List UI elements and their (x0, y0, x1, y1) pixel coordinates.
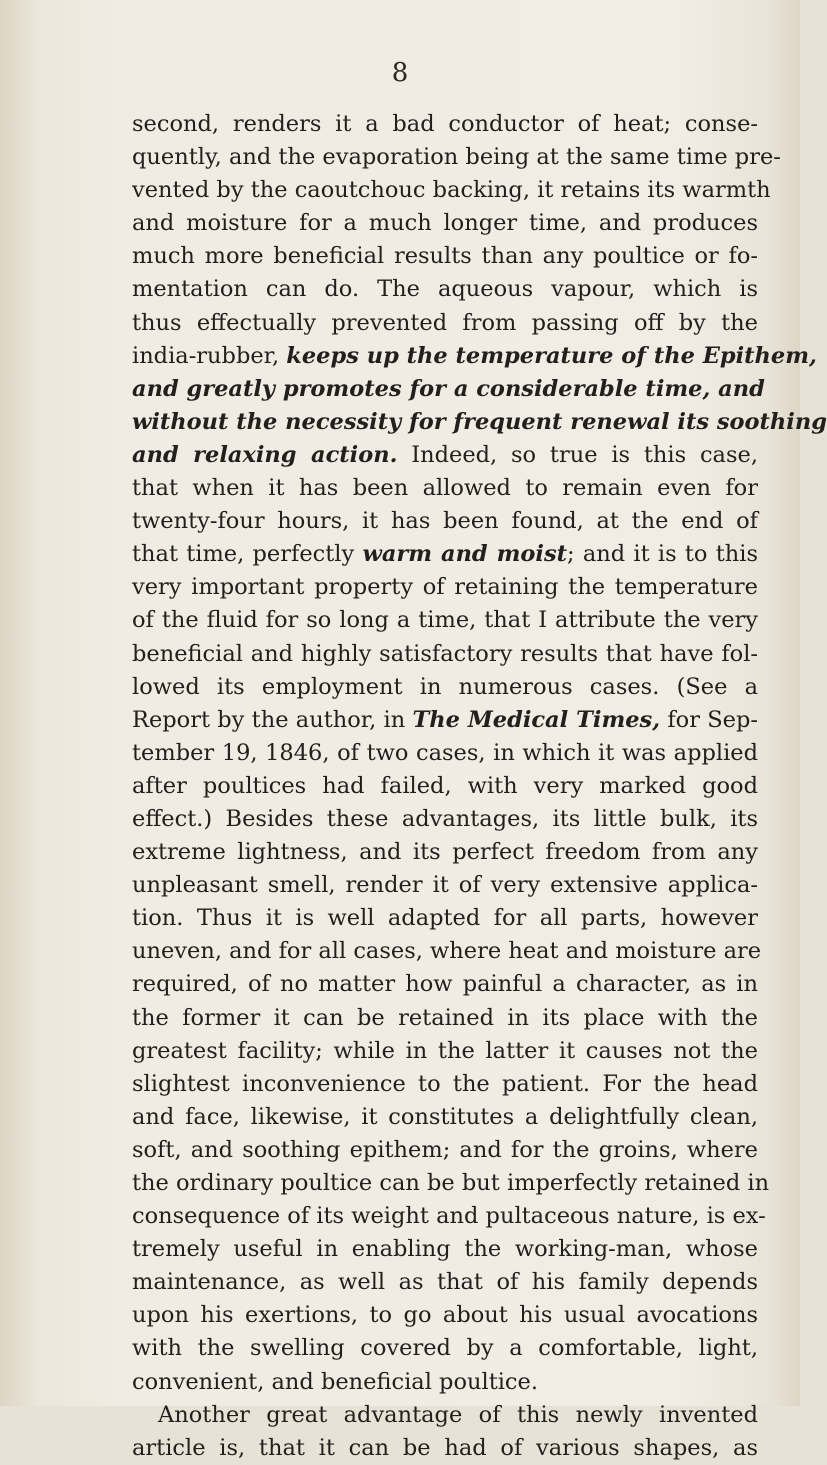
italic-phrase: keeps up the temperature of the Epithem, (286, 342, 817, 369)
italic-phrase: warm and moist (362, 541, 568, 568)
text-line-7: thus effectually prevented from passing off by the (132, 309, 758, 336)
text-line-40: Another great advantage of this newly invented (158, 1401, 758, 1428)
text-line-34: consequence of its weight and pultaceous nature, is ex- (132, 1203, 766, 1230)
body-text (132, 108, 827, 1465)
text-line-20: tember 19, 1846, of two cases, in which it was applied (132, 739, 758, 766)
text-line-41: article is, that it can be had of various shapes, as (132, 1434, 758, 1461)
text-line-17: beneficial and highly satisfactory results that have fol- (132, 640, 758, 667)
text-line-5: much more beneficial results than any poultice or fo- (132, 243, 758, 270)
text-line-22: effect.) Besides these advantages, its little bulk, its (132, 805, 758, 832)
text-line-24: unpleasant smell, render it of very extensive applica- (132, 872, 758, 899)
text-line-16: of the fluid for so long a time, that I attribute the very (132, 607, 758, 634)
text-segment: Report by the author, in (132, 706, 406, 733)
text-line-3: vented by the caoutchouc backing, it retains its warmth (132, 177, 771, 204)
text-line-23: extreme lightness, and its perfect freedom from any (132, 839, 758, 866)
text-segment: Indeed, so true is this case, (411, 441, 758, 468)
text-line-8 (132, 340, 817, 373)
text-segment: india-rubber, (132, 342, 280, 369)
text-line-28: the former it can be retained in its place with the (132, 1004, 758, 1031)
text-line-31: and face, likewise, it constitutes a delightfully clean, (132, 1103, 758, 1130)
text-segment: that time, perfectly (132, 541, 355, 568)
italic-line-1: and greatly promotes for a considerable time, and (132, 375, 765, 402)
text-line-33: the ordinary poultice can be but imperfectly retained in (132, 1170, 770, 1196)
text-line-12: that when it has been allowed to remain even for (132, 475, 758, 502)
page-number: 8 (391, 58, 409, 88)
text-line-1: second, renders it a bad conductor of heat; conse- (132, 111, 758, 137)
italic-phrase: and relaxing action. (132, 441, 398, 468)
text-line-36: maintenance, as well as that of his family depends (132, 1269, 758, 1296)
text-line-39: convenient, and beneficial poultice. (132, 1368, 538, 1395)
text-line-19 (132, 704, 758, 737)
italic-line-2: without the necessity for frequent renewal its soothing (132, 408, 827, 435)
text-line-38: with the swelling covered by a comfortable, light, (132, 1335, 758, 1362)
text-line-35: tremely useful in enabling the working-man, whose (132, 1236, 758, 1263)
text-line-11 (132, 439, 758, 472)
text-line-32: soft, and soothing epithem; and for the groins, where (132, 1136, 758, 1163)
text-line-25: tion. Thus it is well adapted for all parts, however (132, 905, 758, 932)
text-line-18: lowed its employment in numerous cases. (See a (132, 673, 758, 700)
text-line-2: quently, and the evaporation being at the same time pre- (132, 144, 781, 171)
text-line-37: upon his exertions, to go about his usual avocations (132, 1302, 758, 1329)
text-segment: ; and it is to this (567, 541, 758, 568)
text-line-14 (132, 538, 758, 571)
text-line-6: mentation can do. The aqueous vapour, which is (132, 276, 758, 303)
text-line-13: twenty-four hours, it has been found, at the end of (132, 508, 758, 535)
text-line-30: slightest inconvenience to the patient. For the head (132, 1070, 758, 1097)
text-segment: for Sep- (667, 706, 758, 733)
italic-phrase: The Medical Times, (412, 706, 661, 733)
text-line-27: required, of no matter how painful a character, as in (132, 971, 758, 998)
text-line-29: greatest facility; while in the latter it causes not the (132, 1037, 758, 1064)
text-line-21: after poultices had failed, with very marked good (132, 772, 758, 799)
text-line-15: very important property of retaining the temperature (132, 574, 758, 601)
text-line-4: and moisture for a much longer time, and produces (132, 210, 758, 237)
text-line-26: uneven, and for all cases, where heat and moisture are (132, 938, 762, 965)
